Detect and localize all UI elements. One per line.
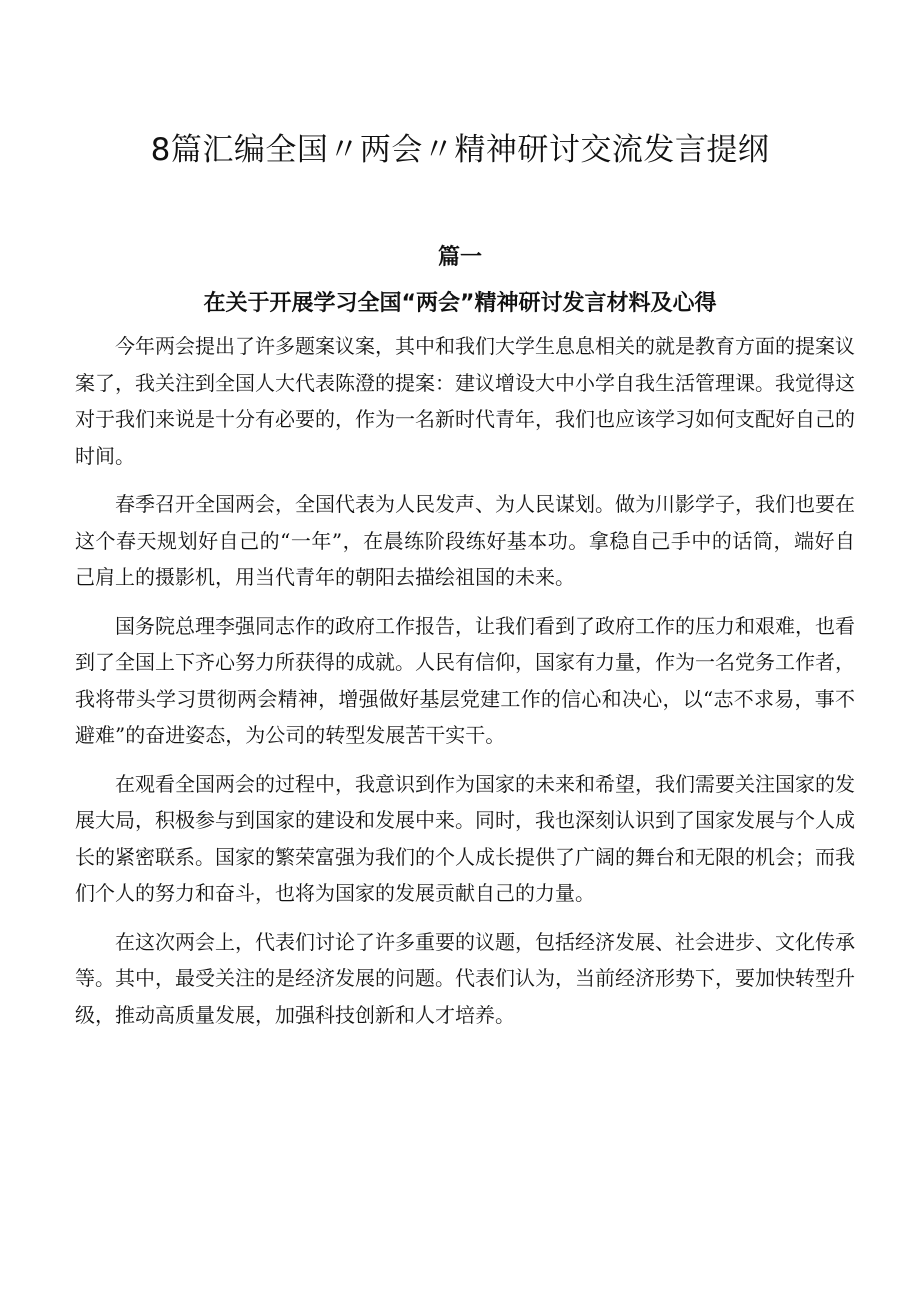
paragraph: 国务院总理李强同志作的政府工作报告，让我们看到了政府工作的压力和艰难，也看到了全国上下齐心努力所获得的成就。人民有信仰，国家有力量，作为一名党务工作者，我将带头学习贯彻两会精神，增强做好基层党建工作的信心和决心，以“志不求易，事不避难”的奋进姿态，为公司的转型发展苦干实干。 <box>75 613 855 747</box>
section-title: 在关于开展学习全国“两会”精神研讨发言材料及心得 <box>203 291 717 316</box>
body-text <box>75 328 855 1045</box>
document-title: 8篇汇编全国〃两会〃精神研讨交流发言提纲 <box>150 132 770 168</box>
paragraph: 春季召开全国两会，全国代表为人民发声、为人民谋划。做为川影学子，我们也要在这个春天规划好自己的“一年”，在晨练阶段练好基本功。拿稳自己手中的话筒，端好自己肩上的摄影机，用当代青年的朝阳去描绘祖国的未来。 <box>75 492 855 589</box>
paragraph: 在观看全国两会的过程中，我意识到作为国家的未来和希望，我们需要关注国家的发展大局，积极参与到国家的建设和发展中来。同时，我也深刻认识到了国家发展与个人成长的紧密联系。国家的繁荣富强为我们的个人成长提供了广阔的舞台和无限的机会；而我们个人的努力和奋斗，也将为国家的发展贡献自己的力量。 <box>75 771 855 905</box>
paragraph: 今年两会提出了许多题案议案，其中和我们大学生息息相关的就是教育方面的提案议案了，我关注到全国人大代表陈澄的提案：建议增设大中小学自我生活管理课。我觉得这对于我们来说是十分有必要的，作为一名新时代青年，我们也应该学习如何支配好自己的时间。 <box>75 334 855 468</box>
section-label: 篇一 <box>437 245 482 270</box>
paragraph: 在这次两会上，代表们讨论了许多重要的议题，包括经济发展、社会进步、文化传承等。其中，最受关注的是经济发展的问题。代表们认为，当前经济形势下，要加快转型升级，推动高质量发展，加强科技创新和人才培养。 <box>75 929 855 1027</box>
